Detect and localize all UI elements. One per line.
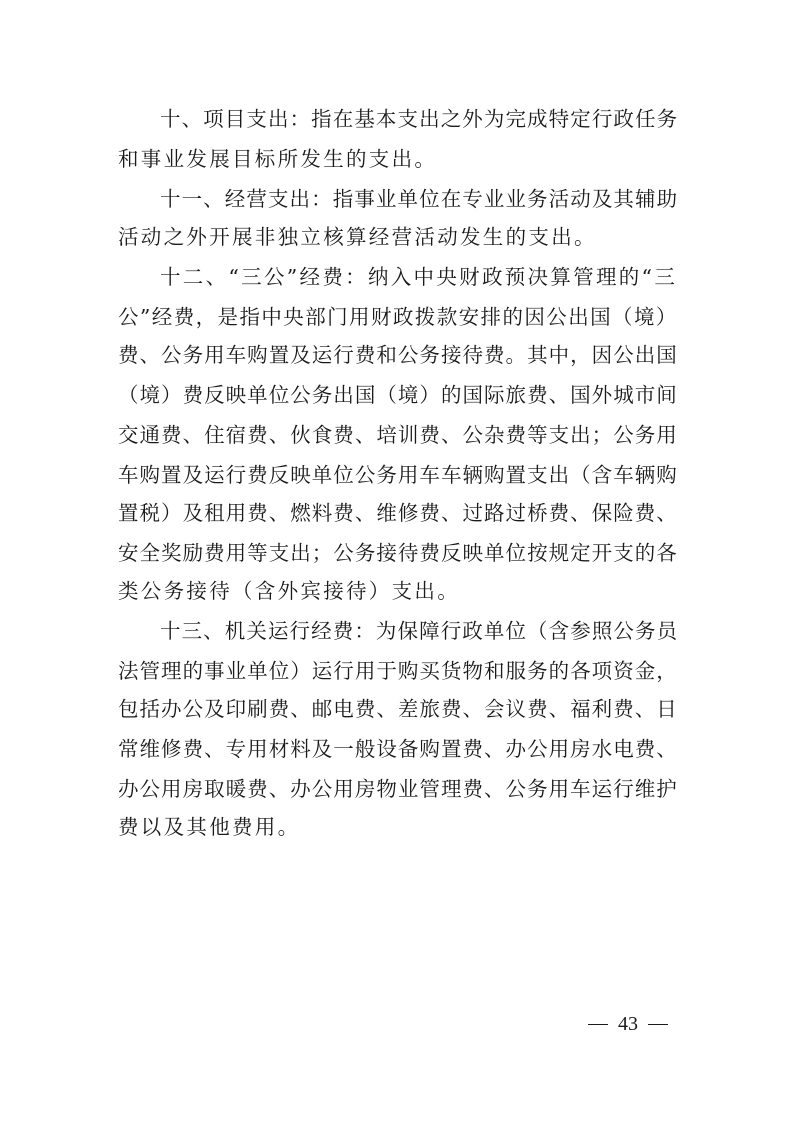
text-line: 十二、“三公”经费：纳入中央财政预决算管理的“三 xyxy=(160,265,678,289)
text-line: 车购置及运行费反映单位公务用车车辆购置支出（含车辆购 xyxy=(118,463,678,487)
text-line: 十、项目支出：指在基本支出之外为完成特定行政任务 xyxy=(160,107,679,131)
text-line: 包括办公及印刷费、邮电费、差旅费、会议费、福利费、日 xyxy=(118,697,678,721)
text-line: 类公务接待（含外宾接待）支出。 xyxy=(118,579,460,603)
text-line: 和事业发展目标所发生的支出。 xyxy=(118,147,438,171)
text-line: 法管理的事业单位）运行用于购买货物和服务的各项资金， xyxy=(118,659,678,683)
text-line: 办公用房取暖费、办公用房物业管理费、公务用车运行维护 xyxy=(118,777,678,801)
page-number: 43 xyxy=(618,1013,638,1035)
text-line: 常维修费、专用材料及一般设备购置费、办公用房水电费、 xyxy=(118,737,678,761)
text-line: 交通费、住宿费、伙食费、培训费、公杂费等支出；公务用 xyxy=(118,423,678,447)
dash-left xyxy=(588,1024,608,1025)
text-line: （境）费反映单位公务出国（境）的国际旅费、国外城市间 xyxy=(118,383,678,407)
text-line: 安全奖励费用等支出；公务接待费反映单位按规定开支的各 xyxy=(118,541,678,565)
text-line: 活动之外开展非独立核算经营活动发生的支出。 xyxy=(118,225,597,249)
text-line: 费、公务用车购置及运行费和公务接待费。其中，因公出国 xyxy=(118,343,678,367)
text-line: 十一、经营支出：指事业单位在专业业务活动及其辅助 xyxy=(160,187,679,211)
page-footer xyxy=(588,1012,668,1036)
text-line: 置税）及租用费、燃料费、维修费、过路过桥费、保险费、 xyxy=(118,501,678,525)
text-line: 费以及其他费用。 xyxy=(118,815,301,839)
text-line: 公”经费，是指中央部门用财政拨款安排的因公出国（境） xyxy=(118,305,678,329)
dash-right xyxy=(648,1024,668,1025)
text-line: 十三、机关运行经费：为保障行政单位（含参照公务员 xyxy=(160,619,679,643)
